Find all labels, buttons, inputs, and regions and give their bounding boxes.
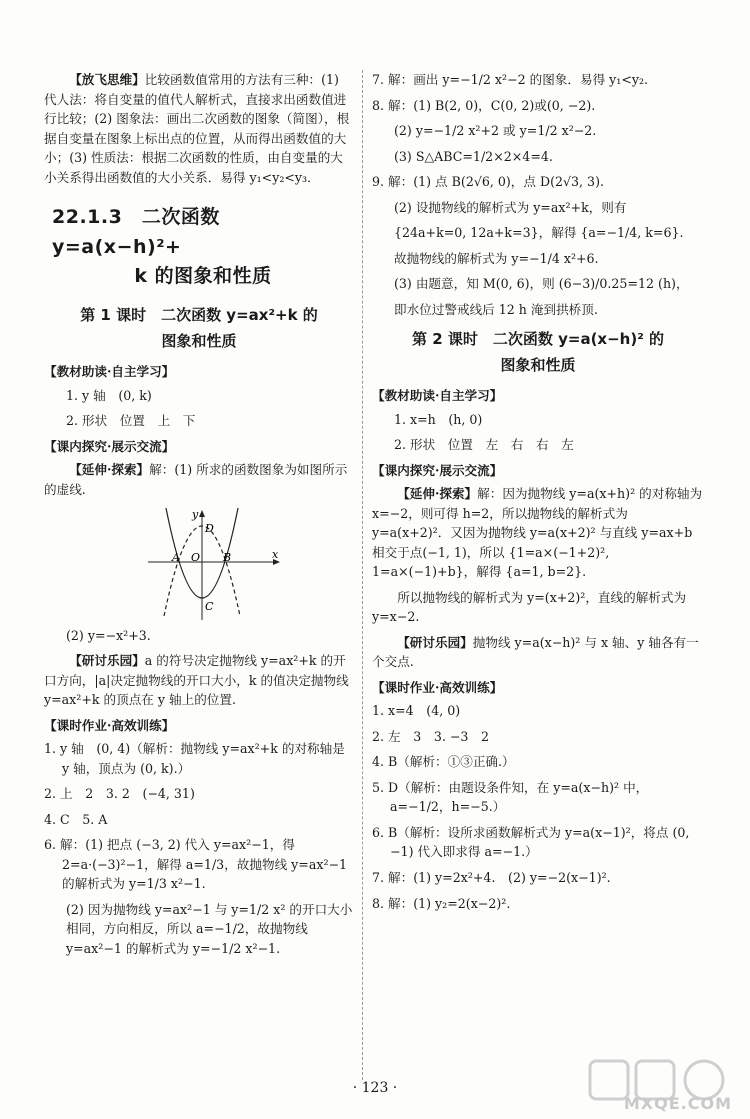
section-title-line-2: k 的图象和性质 — [134, 264, 272, 287]
page-number: · 123 · — [352, 1080, 398, 1096]
homework-answer-4-5: 4. C 5. A — [44, 811, 108, 827]
right-column — [372, 70, 704, 919]
paradise-label-2: 【研讨乐园】 — [397, 634, 473, 650]
watermark-text: MXQE.COM — [623, 1094, 732, 1113]
answer-9-3: 故抛物线的解析式为 y=−1/4 x²+6. — [394, 250, 599, 266]
extension-answer-2: (2) y=−x²+3. — [66, 627, 151, 643]
answer-9-4: (3) 由题意，知 M(0, 6)，则 (6−3)/0.25=12 (h)， — [394, 276, 689, 292]
textbook-heading-2: 【教材助读·自主学习】 — [372, 388, 503, 404]
textbook-heading: 【教材助读·自主学习】 — [44, 364, 175, 380]
textbook-answer-1: 1. y 轴 (0, k) — [66, 387, 152, 403]
paradise-paragraph-2 — [372, 633, 704, 672]
homework-2-answer-2: 2. 左 3 3. −3 2 — [372, 728, 490, 744]
lesson-1-title — [44, 303, 354, 354]
answer-9-5: 即水位过警戒线后 12 h 淹到拱桥顶. — [394, 301, 598, 317]
textbook-answer-2-2: 2. 形状 位置 左 右 右 左 — [394, 437, 574, 453]
paradise-text-2: 抛物线 y=a(x−h)² 与 x 轴、y 轴各有一个交点. — [372, 634, 699, 670]
graph-label-D: D — [205, 521, 214, 535]
inclass-heading: 【课内探究·展示交流】 — [44, 438, 175, 454]
answer-8-2: (2) y=−1/2 x²+2 或 y=1/2 x²−2. — [394, 123, 597, 139]
answer-9-1: 9. 解：(1) 点 B(2√6, 0)，点 D(2√3, 3). — [372, 174, 604, 190]
section-title — [52, 203, 354, 291]
graph-label-B: B — [223, 550, 232, 564]
extension-label-2: 【延伸·探索】 — [397, 486, 478, 502]
homework-answer-6a: 6. 解：(1) 把点 (−3, 2) 代入 y=ax²−1，得 2=a·(−3)²−1，解得 a=1/3，故抛物线 y=ax²−1 的解析式为 y=1/3 x²−1. — [44, 837, 348, 892]
extension-label: 【延伸·探索】 — [69, 462, 150, 478]
answer-9-system: {24a+k=0, 12a+k=3}，解得 {a=−1/4, k=6}. — [394, 225, 684, 241]
flyer-paragraph — [44, 70, 354, 187]
left-column — [44, 70, 354, 964]
homework-2-answer-7: 7. 解：(1) y=2x²+4. (2) y=−2(x−1)². — [372, 869, 611, 885]
graph-label-y: y — [192, 507, 199, 521]
lesson-2-title-line-1: 第 2 课时 二次函数 y=a(x−h)² 的 — [412, 330, 664, 349]
homework-2-answer-4: 4. B（解析：①③正确.） — [372, 754, 515, 770]
textbook-answer-2-1: 1. x=h (h, 0) — [394, 411, 483, 427]
answer-9-2: (2) 设抛物线的解析式为 y=ax²+k，则有 — [394, 199, 627, 215]
lesson-1-title-line-1: 第 1 课时 二次函数 y=ax²+k 的 — [80, 306, 318, 325]
answer-8-3: (3) S△ABC=1/2×2×4=4. — [394, 148, 553, 164]
paradise-paragraph — [44, 651, 354, 710]
graph-label-O: O — [191, 550, 201, 564]
answer-7: 7. 解：画出 y=−1/2 x²−2 的图象．易得 y₁<y₂. — [372, 72, 649, 87]
homework-answer-6b: (2) 因为抛物线 y=ax²−1 与 y=1/2 x² 的开口大小相同，方向相反，所以 a=−1/2，故抛物线 y=ax²−1 的解析式为 y=−1/2 x²−1. — [66, 901, 353, 956]
paradise-text: a 的符号决定抛物线 y=ax²+k 的开口方向，|a|决定抛物线的开口大小，k 的值决定抛物线 y=ax²+k 的顶点在 y 轴上的位置. — [44, 653, 349, 708]
homework-2-answer-5: 5. D（解析：由题设条件知，在 y=a(x−h)² 中，a=−1/2，h=−5.） — [372, 779, 649, 815]
inclass-heading-2: 【课内探究·展示交流】 — [372, 462, 503, 478]
homework-heading: 【课时作业·高效训练】 — [44, 717, 175, 733]
extension-paragraph — [44, 460, 354, 499]
homework-2-answer-6: 6. B（解析：设所求函数解析式为 y=a(x−1)²，将点 (0, −1) 代入即求得 a=−1.） — [372, 824, 690, 860]
lesson-2-title — [372, 327, 704, 378]
parabola-graph — [144, 506, 284, 624]
lesson-2-title-line-2: 图象和性质 — [500, 355, 576, 374]
y-axis-arrow — [199, 510, 205, 517]
textbook-answer-2: 2. 形状 位置 上 下 — [66, 413, 196, 429]
homework-answer-1: 1. y 轴 (0, 4)（解析：抛物线 y=ax²+k 的对称轴是 y 轴，顶点为 (0, k).） — [44, 741, 345, 776]
section-title-line-1: 22.1.3 二次函数 y=a(x−h)²+ — [52, 206, 220, 258]
graph-label-x: x — [272, 547, 279, 561]
extension-text: 解：(1) 所求的函数图象为如图所示的虚线. — [44, 462, 348, 497]
graph-label-C: C — [205, 599, 214, 613]
extension-text-2: 解：因为抛物线 y=a(x+h)² 的对称轴为 x=−2，则可得 h=2，所以抛物线的解析式为 y=a(x+2)²．又因为抛物线 y=a(x+2)² 与直线 y=ax+b 相交于点(−1, 1)，所以 {1=a×(−1+2)², 1=a×(−1)+b}，解得 {a=1, b=2}. — [372, 486, 703, 580]
extension-conclusion-2: 所以抛物线的解析式为 y=(x+2)²，直线的解析式为 y=x−2. — [372, 589, 687, 625]
column-divider — [362, 70, 363, 1080]
answer-8-1: 8. 解：(1) B(2, 0)，C(0, 2)或(0, −2). — [372, 97, 596, 113]
paradise-label: 【研讨乐园】 — [69, 653, 145, 669]
graph-label-A: A — [172, 550, 180, 564]
flyer-label: 【放飞思维】 — [69, 72, 145, 87]
extension-paragraph-2 — [372, 484, 704, 582]
flyer-text: 比较函数值常用的方法有三种：(1) 代人法：将自变量的值代人解析式，直接求出函数值进行比较；(2) 图象法：画出二次函数的图象（简图），根据自变量在图象上标出点的位置，从而得出函数值的大小；(3) 性质法：根据二次函数的性质，由自变量的大小关系得出函数值的大小关系．易得 y₁<y₂<y₃． — [44, 72, 350, 185]
lesson-1-title-line-2: 图象和性质 — [161, 331, 237, 350]
homework-2-answer-8: 8. 解：(1) y₂=2(x−2)². — [372, 895, 511, 911]
homework-heading-2: 【课时作业·高效训练】 — [372, 679, 503, 695]
homework-2-answer-1: 1. x=4 (4, 0) — [372, 703, 461, 719]
homework-answer-2: 2. 上 2 3. 2 (−4, 31) — [44, 786, 195, 802]
